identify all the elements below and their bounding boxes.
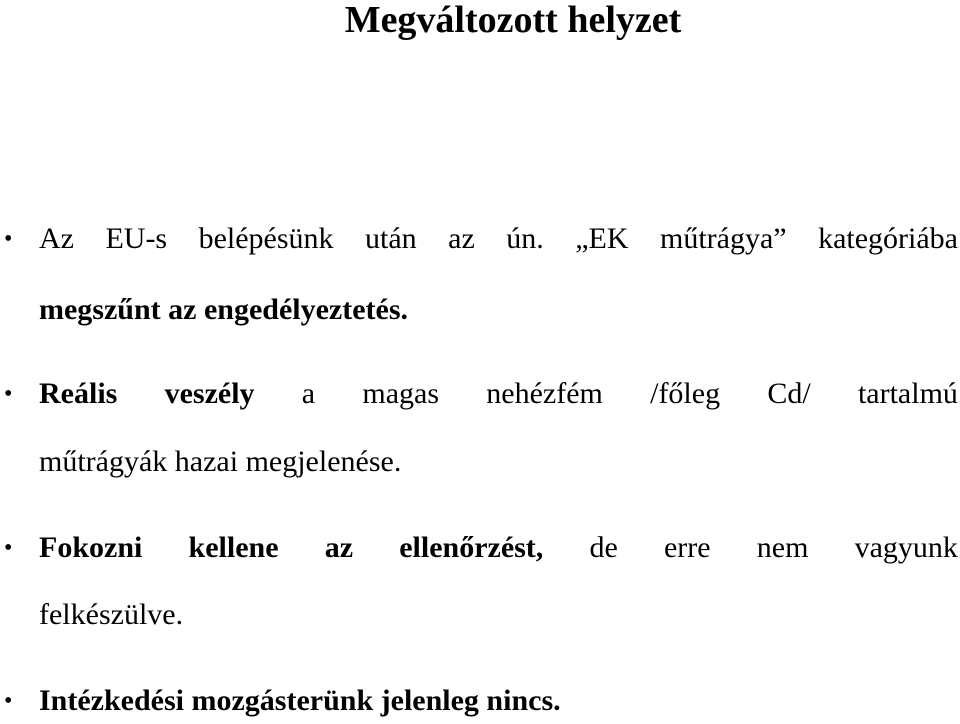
word: belépésünk: [198, 222, 334, 255]
word: Cd/: [767, 377, 811, 410]
word-bold: Fokozni: [39, 531, 143, 564]
bullet-3-line-2: felkészülve.: [39, 598, 184, 631]
bullet-icon: •: [4, 535, 13, 561]
bullet-1-line-2: megszűnt az engedélyeztetés.: [39, 293, 409, 326]
word: az: [448, 222, 475, 255]
word: műtrágya”: [660, 222, 787, 255]
word: ún.: [506, 222, 544, 255]
word: után: [365, 222, 417, 255]
word: kategóriába: [818, 222, 958, 255]
word: vagyunk: [854, 531, 958, 564]
word: nem: [756, 531, 809, 564]
bullet-2-line-1: [39, 377, 958, 411]
bullet-3-line-1: [39, 531, 958, 565]
word: Az: [39, 222, 74, 255]
bullet-icon: •: [4, 381, 13, 407]
word-bold: kellene: [188, 531, 279, 564]
word-bold: ellenőrzést,: [399, 531, 544, 564]
word: nehézfém: [486, 377, 603, 410]
word: /főleg: [650, 377, 721, 410]
bullet-1-line-1: [39, 222, 958, 256]
word: erre: [663, 531, 711, 564]
word: a: [301, 377, 316, 410]
bullet-2-line-2: műtrágyák hazai megjelenése.: [39, 445, 402, 478]
word-bold: az: [324, 531, 354, 564]
word: de: [589, 531, 618, 564]
slide-title: Megváltozott helyzet: [344, 0, 682, 41]
word: „EK: [575, 222, 629, 255]
word: magas: [362, 377, 440, 410]
bullet-icon: •: [4, 226, 13, 252]
bullet-4-line-1: Intézkedési mozgásterünk jelenleg nincs.: [39, 684, 561, 717]
word: EU-s: [105, 222, 168, 255]
bullet-icon: •: [4, 688, 13, 714]
word-bold: veszély: [164, 377, 255, 410]
word: tartalmú: [857, 377, 958, 410]
word-bold: Reális: [39, 377, 118, 410]
